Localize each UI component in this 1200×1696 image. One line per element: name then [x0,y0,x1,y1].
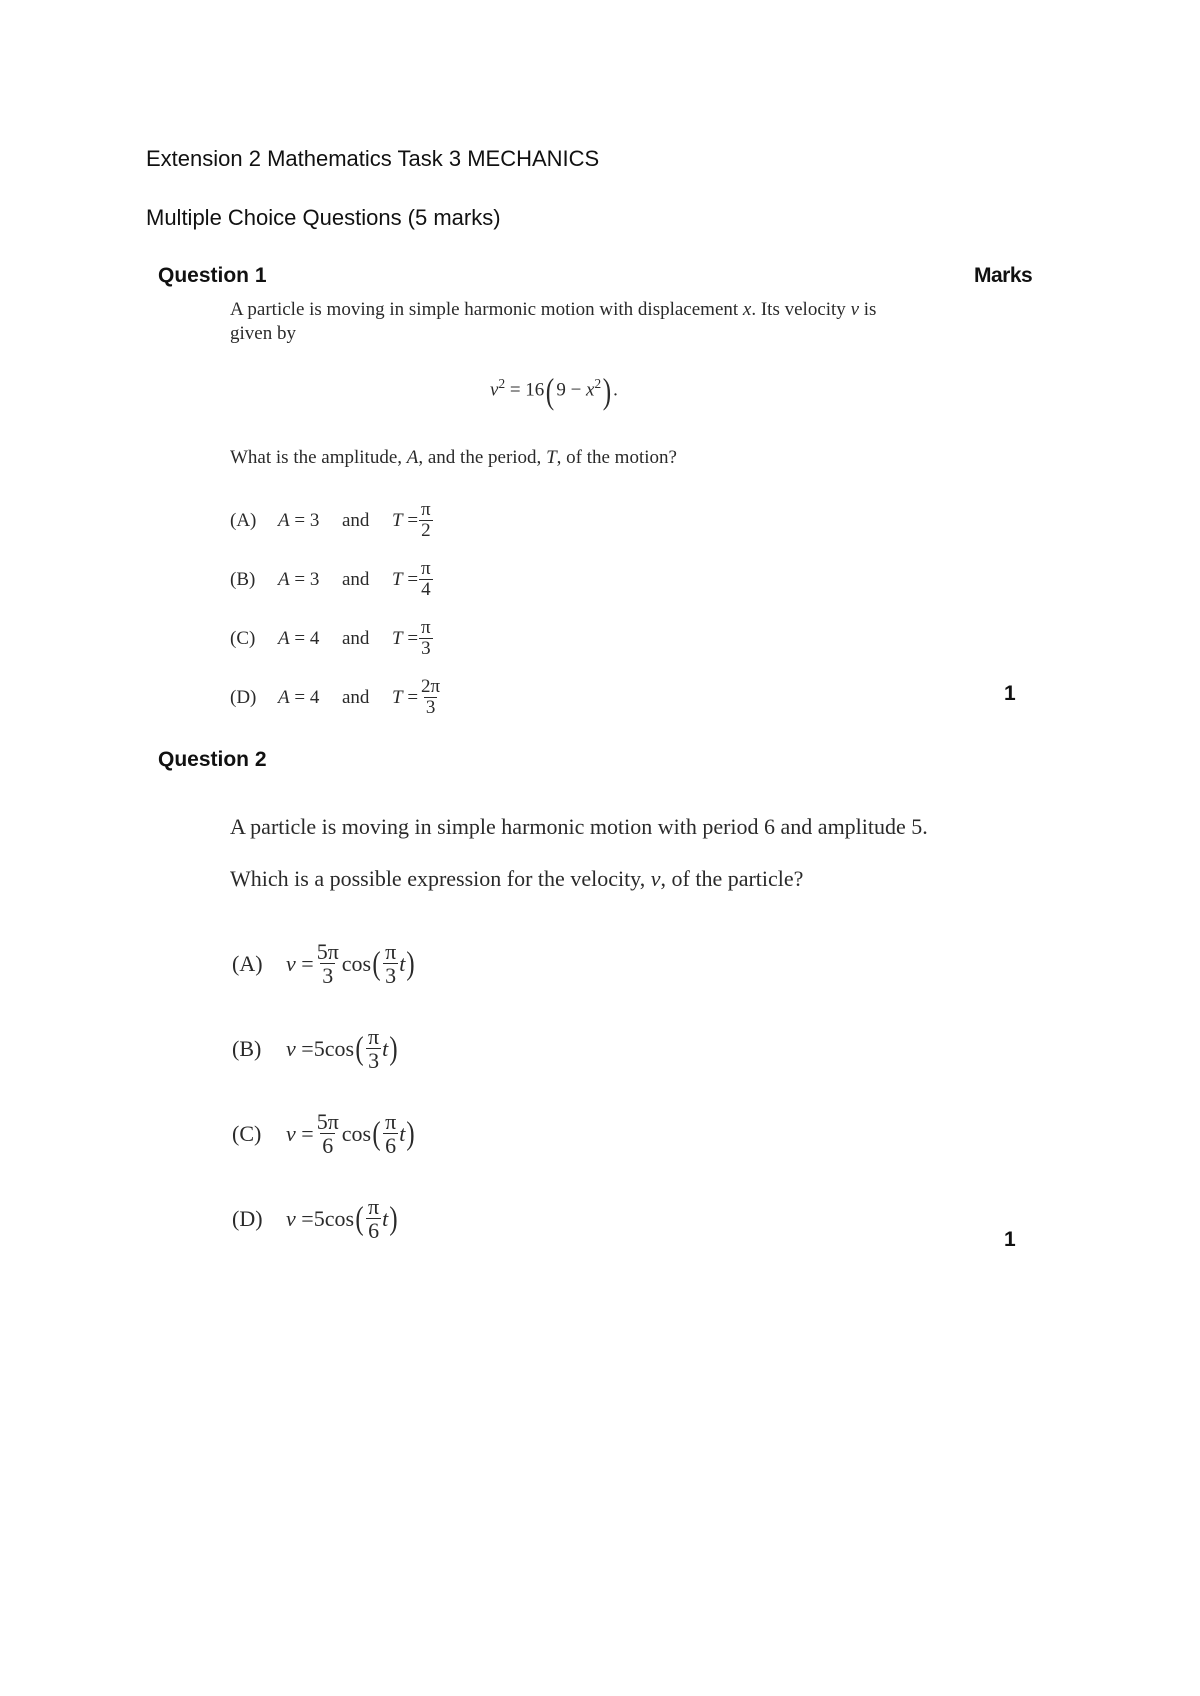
question-1-option-d[interactable]: (D) A = 4 and T = $\frac{2\pi}{3}$ [230,676,441,718]
question-1-option-c[interactable]: (C) A = 4 and T = $\frac{\pi}{3}$ [230,617,431,659]
question-2-prompt: Which is a possible expression for the velocity, v, of the particle? [230,866,804,891]
document-title: Extension 2 Mathematics Task 3 MECHANICS [146,146,600,171]
question-2-option-c[interactable]: (C) v = $\frac{5\pi}{6}$ cos ( $\frac{\pi}{6}$ t ) [232,1109,415,1159]
question-2-option-a[interactable]: (A) v = $\frac{5\pi}{3}$ cos ( $\frac{\pi}{3}$ t ) [232,939,415,989]
question-1-equation: $v^2 = 16(9 - x^2)$. [490,370,618,411]
question-2-option-b[interactable]: (B) v = 5 cos ( $\frac{\pi}{3}$ t ) [232,1024,398,1074]
question-1-stem [230,298,876,346]
question-2-option-d[interactable]: (D) v = 5 cos ( $\frac{\pi}{6}$ t ) [232,1194,398,1244]
question-2-stem: A particle is moving in simple harmonic motion with period 6 and amplitude 5. [230,814,928,839]
section-heading: Multiple Choice Questions (5 marks) [146,205,501,230]
stem-line-1: A particle is moving in simple harmonic motion with displacement x. Its velocity v is [230,299,877,320]
question-1-heading: Question 1 [158,264,267,287]
question-1-prompt: What is the amplitude, A, and the period, T, of the motion? [230,447,677,468]
marks-column-heading: Marks [974,264,1033,287]
question-1-option-b[interactable]: (B) A = 3 and T = $\frac{\pi}{4}$ [230,558,431,600]
question-2-mark: 1 [1004,1228,1016,1251]
question-1-mark: 1 [1004,682,1016,705]
stem-line-2: given by [230,323,296,344]
question-2-heading: Question 2 [158,748,267,771]
question-1-option-a[interactable]: (A) A = 3 and T = $\frac{\pi}{2}$ [230,499,431,541]
